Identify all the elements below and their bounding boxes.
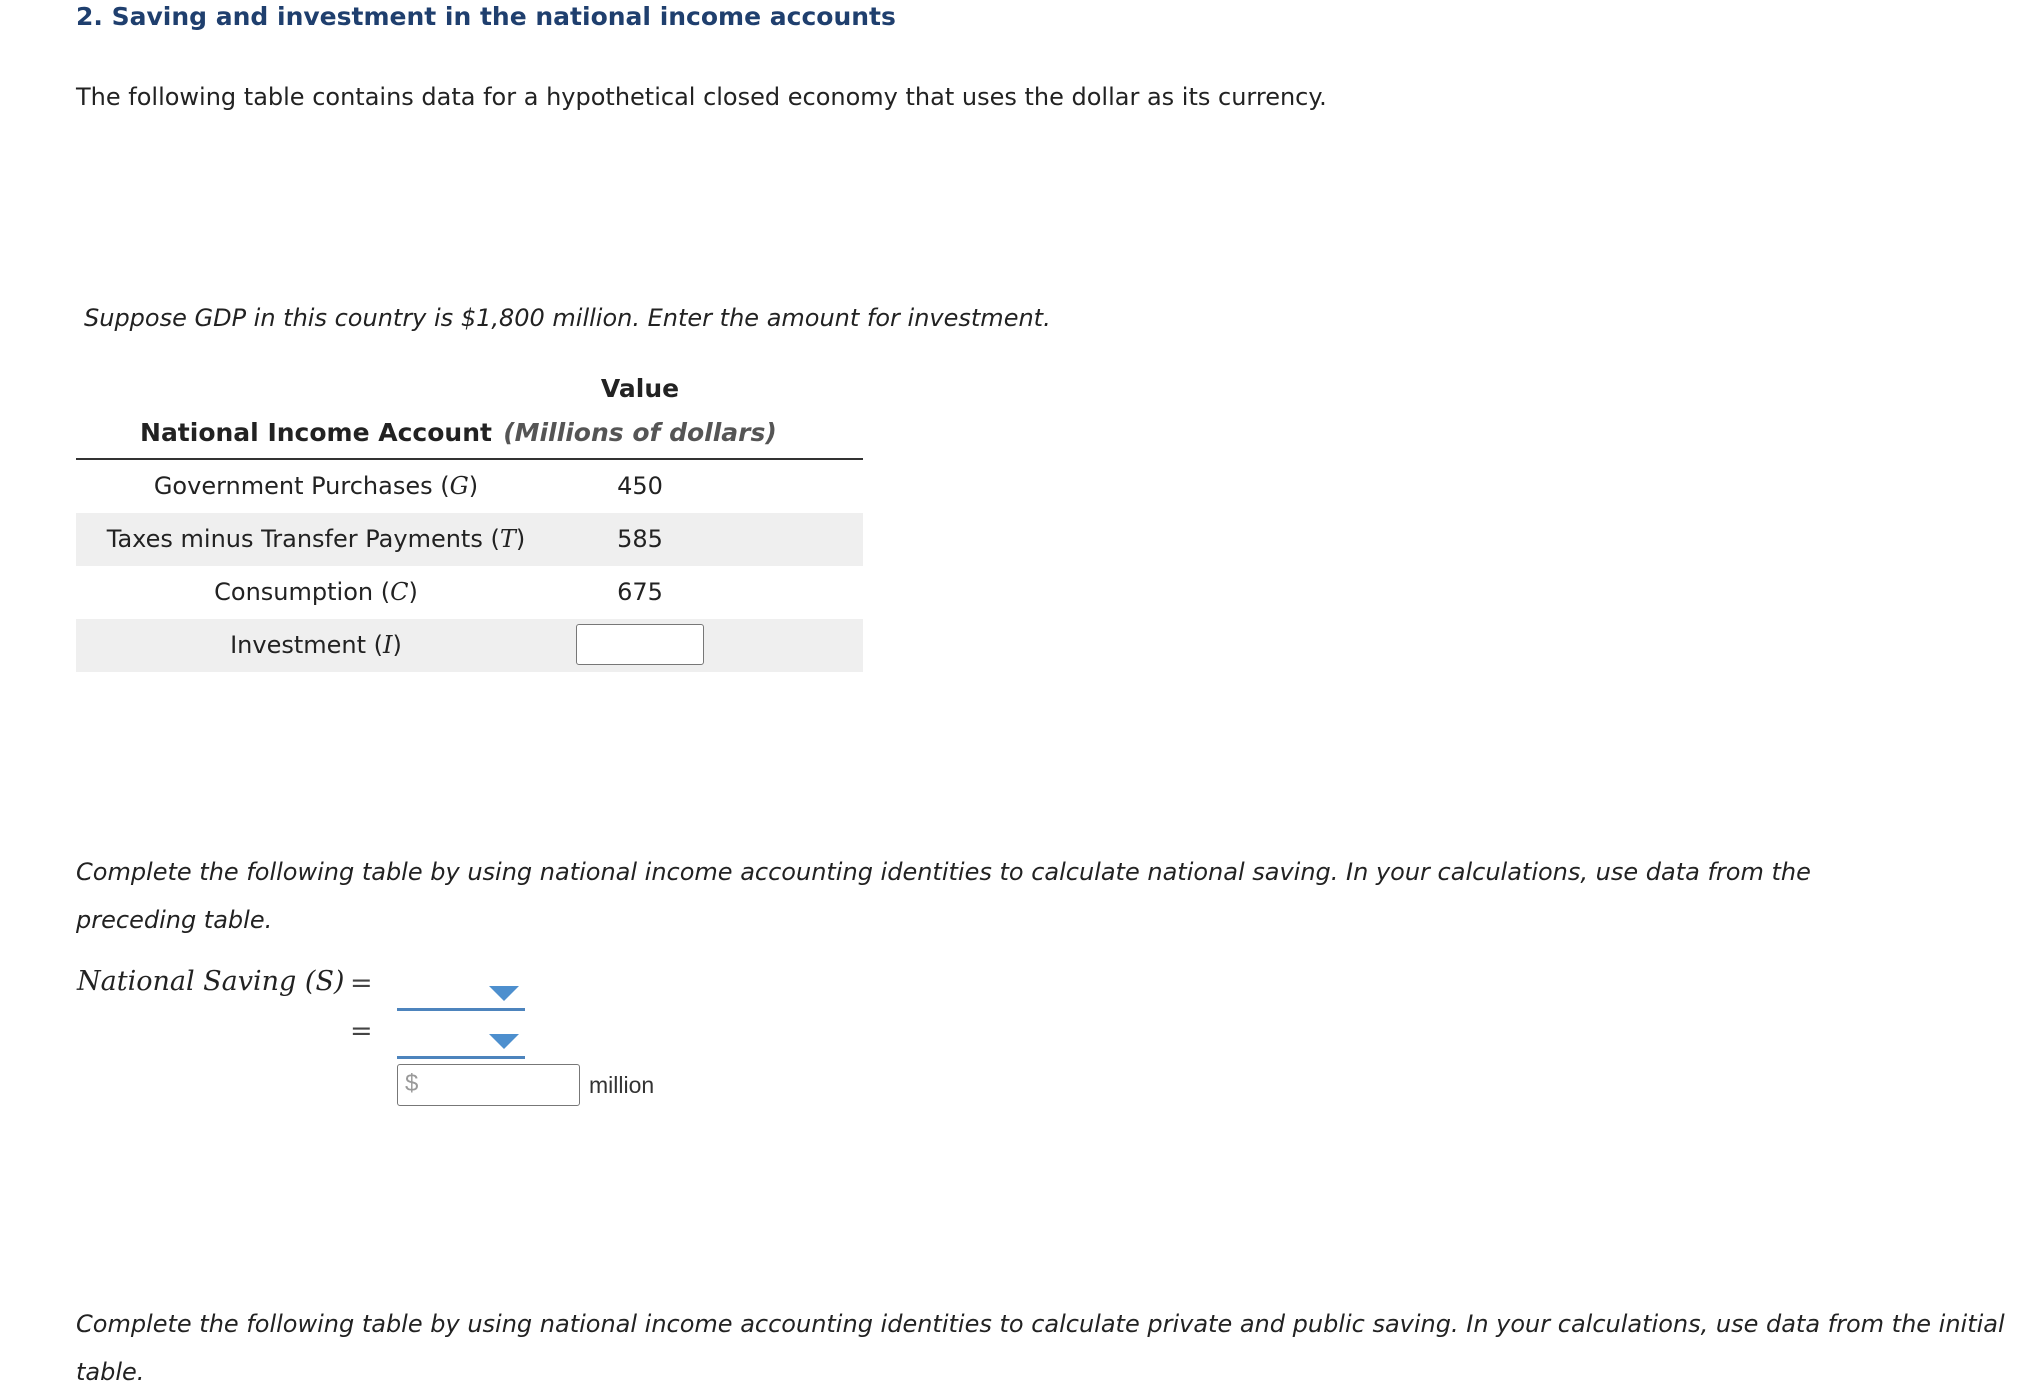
- table-header: [76, 370, 863, 460]
- unit-label: million: [589, 1072, 655, 1098]
- row-symbol: I: [383, 631, 393, 659]
- national-income-table: [76, 370, 863, 672]
- national-saving-amount-field[interactable]: [397, 1064, 580, 1106]
- table-row-consumption: [76, 566, 863, 619]
- investment-instruction: Suppose GDP in this country is $1,800 million. Enter the amount for investment.: [84, 304, 1051, 332]
- row-label: [76, 619, 556, 672]
- row-label: [76, 566, 556, 619]
- row-label-close: ): [515, 525, 526, 553]
- formula-dropdown-2[interactable]: [397, 1026, 525, 1059]
- investment-input[interactable]: [576, 624, 704, 665]
- row-label-close: ): [392, 631, 402, 659]
- equals-sign: =: [350, 968, 373, 999]
- row-symbol: T: [499, 525, 516, 553]
- row-label: [76, 460, 556, 513]
- chevron-down-icon: [489, 1034, 519, 1049]
- row-symbol: G: [449, 472, 469, 500]
- formula-dropdown-1[interactable]: [397, 978, 525, 1011]
- row-label-close: ): [408, 578, 418, 606]
- dollar-sign: $: [405, 1070, 419, 1097]
- intro-text: The following table contains data for a hypothetical closed economy that uses the dollar as its currency.: [76, 83, 1327, 111]
- question-heading: 2. Saving and investment in the national income accounts: [76, 2, 896, 31]
- national-saving-instruction: Complete the following table by using national income accounting identities to calculate national saving. In your calculations, use data from the preceding table.: [76, 858, 1811, 934]
- header-account: National Income Account: [140, 418, 492, 447]
- national-saving-label: National Saving (S): [77, 966, 345, 997]
- row-label: [76, 513, 556, 566]
- row-label-text: Investment (: [230, 631, 384, 659]
- table-row-government-purchases: [76, 460, 863, 513]
- row-value: 450: [617, 472, 663, 500]
- row-label-close: ): [468, 472, 479, 500]
- row-label-text: Consumption (: [214, 578, 391, 606]
- equals-sign: =: [350, 1016, 373, 1047]
- table-row-taxes: [76, 513, 863, 566]
- row-value: 675: [617, 578, 663, 606]
- national-saving-amount-input[interactable]: [422, 1067, 576, 1103]
- row-value: 585: [617, 525, 663, 553]
- header-units: (Millions of dollars): [503, 418, 777, 447]
- row-label-text: Taxes minus Transfer Payments (: [106, 525, 500, 553]
- row-symbol: C: [390, 578, 409, 606]
- table-row-investment: [76, 619, 863, 672]
- row-label-text: Government Purchases (: [153, 472, 450, 500]
- chevron-down-icon: [489, 986, 519, 1001]
- header-value: Value: [600, 374, 680, 403]
- private-public-saving-instruction: Complete the following table by using national income accounting identities to calculate private and public saving. In your calculations, use data from the initial table.: [76, 1310, 2005, 1386]
